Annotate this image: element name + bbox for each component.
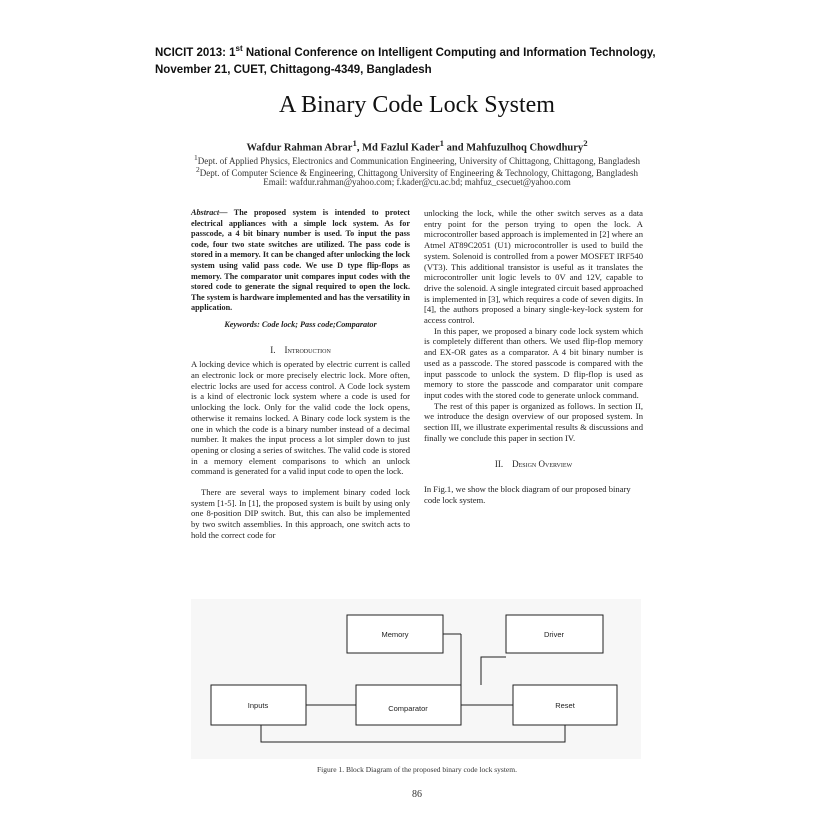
- memory-label: Memory: [381, 630, 409, 639]
- reset-label: Reset: [555, 701, 575, 710]
- intro-paragraph-2: There are several ways to implement binary coded lock system [1-5]. In [1], the proposed system is built by using only one 8-position DIP switch. But, this can also be implemented by two switch assemblies. In this approach, one switch acts to hold the correct code for: [191, 487, 410, 540]
- affiliation-2-text: Dept. of Computer Science & Engineering, Chittagong University of Engineering & Technology, Chittagong, Bangladesh: [199, 168, 639, 178]
- left-column: [191, 208, 410, 541]
- intro-paragraph-1: A locking device which is operated by electric current is called an electronic lock or more precisely electric lock. More often, electric locks are used for access control. A Code lock system is a kind of electronic lock system where a code is used for unlocking the lock. Only for the valid code the lock opens, otherwise it remains locked. A Binary code lock system is the one in which the code is a binary number instead of a decimal number. It makes the input process a lot simpler down to just opening or closing a series of switches. The valid code is stored in a memory element comparisons to which an unlock command is generated for a valid input code to open the lock.: [191, 359, 410, 477]
- inputs-label: Inputs: [247, 701, 269, 710]
- comparator-to-driver-line: [481, 657, 506, 685]
- author-emails: Email: wafdur.rahman@yahoo.com; f.kader@cu.ac.bd; mahfuz_csecuet@yahoo.com: [263, 177, 571, 187]
- affiliation-2-sup: 2: [195, 165, 200, 174]
- section-2-number: II.: [494, 459, 504, 470]
- right-column: [424, 208, 643, 506]
- conference-header: [155, 40, 675, 79]
- block-diagram: [191, 599, 641, 759]
- figure-caption: Figure 1. Block Diagram of the proposed binary code lock system.: [317, 765, 517, 774]
- author-1: Wafdur Rahman Abrar: [246, 142, 353, 154]
- author-1-sup: 1: [352, 138, 357, 148]
- driver-label: Driver: [544, 630, 564, 639]
- abstract-text: — The proposed system is intended to protect electrical appliances with a simple lock system. As for passcode, a 4 bit binary number is used. To input the pass code, four two state switches are utilized. The pass code is stored in a memory. It can be changed after unlocking the lock system using valid pass code. We use D type flip-flops as memory. The comparator unit compares input codes with the stored code to generate the signal required to open the lock. The system is hardware implemented and has the versatility in application.: [191, 208, 410, 313]
- paper-title: A Binary Code Lock System: [279, 92, 555, 118]
- section-2-heading: [424, 459, 643, 470]
- affiliation-1-text: Dept. of Applied Physics, Electronics and Communication Engineering, University of Chittagong, Chittagong, Bangladesh: [197, 156, 640, 166]
- author-list: [0, 138, 820, 154]
- abstract: [191, 208, 410, 314]
- feedback-line: [261, 725, 565, 742]
- author-2-sup: 1: [439, 138, 445, 148]
- right-paragraph-2: In this paper, we proposed a binary code lock system which is completely different than others. We used flip-flop memory and EX-OR gates as a comparator. A 4 bit binary number is used as a passcode. The stored passcode is compared with the input passcode to unlock the system. D flip-flop is used as memory to store the passcode and comparator unit compare input codes with the stored code to generate unlock command.: [424, 325, 643, 400]
- page-number: 86: [412, 789, 422, 800]
- section-1-heading: [191, 345, 410, 356]
- conference-line1-pre: NCICIT 2013: 1: [155, 46, 236, 59]
- author-3-sup: 2: [583, 138, 588, 148]
- section-1-title: Introduction: [284, 344, 331, 355]
- affiliation-1-sup: 1: [194, 153, 198, 162]
- block-diagram-figure: [191, 599, 641, 759]
- conference-line1-post: National Conference on Intelligent Computing and Information Technology,: [242, 46, 656, 59]
- right-paragraph-3: The rest of this paper is organized as follows. In section II, we introduce the design overview of our proposed system. In section III, we illustrate experimental results & discussions and finally we conclude this paper in section IV.: [424, 400, 643, 443]
- abstract-label: Abstract: [191, 208, 220, 217]
- conference-sup: st: [235, 44, 243, 53]
- section-2-title: Design Overview: [512, 459, 573, 470]
- author-sep-2: and Mahfuzulhoq Chowdhury: [444, 142, 584, 154]
- right-paragraph-1: unlocking the lock, while the other switch serves as a data entry point for the person trying to open the lock. A microcontroller based approach is implemented in [2] where an Atmel AT89C2051 (U1) microcontroller is used to build the system. Solenoid is controlled from a power MOSFET IRF540 (VT3). This additional transistor is useful as it translates the microcontroller unit logic levels to 0V and 12V, capable to drive the solenoid. A single integrated circuit based approached is implemented in [3], which requires a code of seven digits. In [4], the authors proposed a binary single-key-lock system for access control.: [424, 208, 643, 326]
- section-1-number: I.: [270, 344, 276, 355]
- right-paragraph-4: In Fig.1, we show the block diagram of our proposed binary code lock system.: [424, 484, 631, 505]
- author-sep-1: , Md Fazlul Kader: [356, 142, 440, 154]
- conference-line2: November 21, CUET, Chittagong-4349, Bangladesh: [155, 63, 432, 76]
- keywords: Keywords: Code lock; Pass code;Comparator: [224, 319, 377, 329]
- comparator-label: Comparator: [388, 704, 428, 713]
